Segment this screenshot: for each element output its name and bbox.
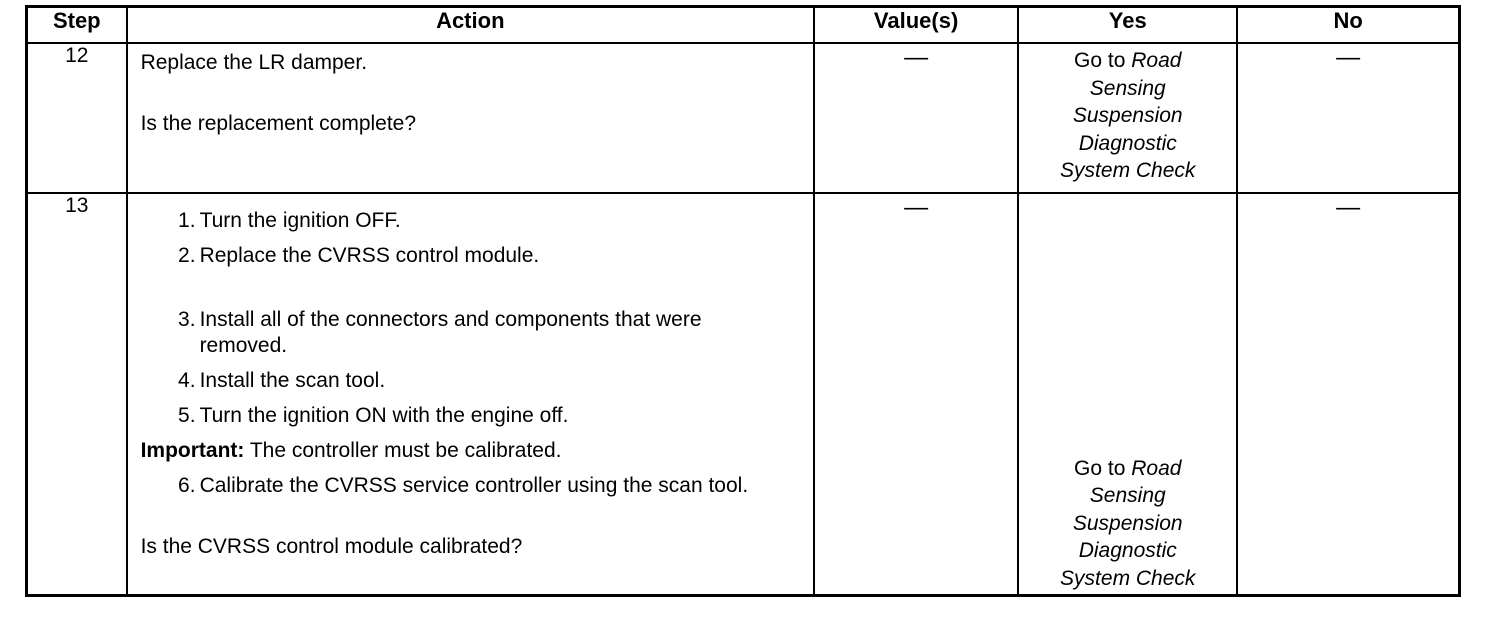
no-cell: —	[1237, 193, 1459, 596]
list-item: 1. Turn the ignition OFF.	[178, 209, 401, 232]
step-number: 12	[27, 43, 127, 193]
diagnostic-table	[25, 5, 1461, 597]
yes-target: Sensing	[1089, 484, 1166, 507]
header-yes: Yes	[1018, 7, 1237, 44]
header-values: Value(s)	[814, 7, 1018, 44]
no-cell: —	[1237, 43, 1459, 193]
action-cell	[127, 193, 814, 596]
yes-target: Road	[1131, 456, 1182, 480]
header-action: Action	[127, 7, 814, 44]
table-row	[27, 193, 1460, 596]
yes-target: System Check	[1060, 566, 1196, 590]
list-item: 6. Calibrate the CVRSS service controller using the scan tool.	[178, 474, 749, 497]
yes-target: Suspension	[1072, 104, 1183, 127]
yes-target: Diagnostic	[1078, 539, 1177, 562]
action-cell	[127, 43, 814, 193]
header-step: Step	[27, 7, 127, 44]
step-number: 13	[27, 193, 127, 596]
list-item: 5. Turn the ignition ON with the engine off.	[178, 404, 569, 427]
list-item: 4. Install the scan tool.	[178, 369, 386, 392]
action-question: Is the CVRSS control module calibrated?	[140, 535, 523, 558]
yes-target: Diagnostic	[1078, 131, 1177, 155]
yes-cell	[1018, 193, 1237, 596]
important-note: Important: The controller must be calibrated.	[140, 439, 562, 462]
header-row	[27, 7, 1460, 44]
yes-target: System Check	[1060, 159, 1196, 182]
table-row	[27, 43, 1460, 193]
yes-target: Sensing	[1089, 76, 1166, 100]
yes-target: Road	[1131, 49, 1182, 72]
values-cell: —	[814, 193, 1018, 596]
yes-goto: Go to	[1074, 49, 1126, 72]
action-instruction: Replace the LR damper.	[140, 51, 368, 74]
action-steps-list	[141, 473, 801, 499]
yes-cell	[1018, 43, 1237, 193]
yes-target: Suspension	[1072, 511, 1183, 535]
list-item: 3. Install all of the connectors and components that were removed.	[178, 308, 702, 357]
yes-goto: Go to	[1074, 456, 1126, 480]
list-item: 2. Replace the CVRSS control module.	[178, 244, 540, 267]
action-question: Is the replacement complete?	[140, 112, 417, 135]
header-no: No	[1237, 7, 1459, 44]
values-cell: —	[814, 43, 1018, 193]
action-steps-list	[141, 208, 801, 429]
